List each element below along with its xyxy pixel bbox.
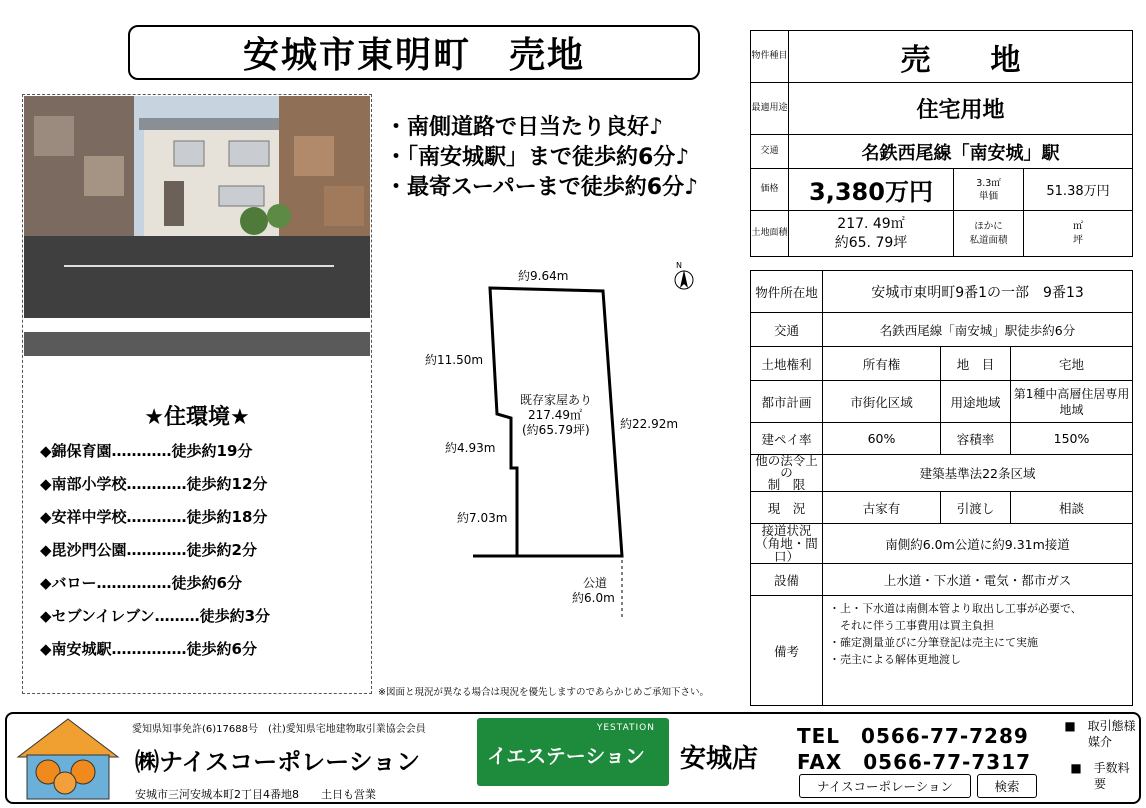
list-item: ◆南安城駅……………徒歩約6分 [40, 640, 257, 658]
site-plan [370, 258, 730, 658]
property-photo [24, 96, 370, 356]
handover-value: 相談 [1011, 492, 1133, 524]
commission: ■ 手数料 要 [1070, 761, 1130, 791]
road-label: 公道 [583, 576, 608, 590]
mascot-logo-icon [13, 717, 123, 801]
dim-top: 約9.64m [518, 269, 569, 283]
summary-private-label: ほかに 私道面積 [954, 211, 1024, 257]
page-title: 安城市東明町 売地 [128, 25, 700, 80]
facility-label: 設備 [751, 564, 823, 596]
details-table [750, 270, 1133, 706]
brand-logo: YESTATION イエステーション [477, 718, 669, 786]
category-label: 地 目 [941, 347, 1011, 381]
far-value: 150% [1011, 423, 1133, 455]
highlights [385, 113, 698, 203]
city-label: 都市計画 [751, 381, 823, 423]
law-value: 建築基準法22条区域 [823, 455, 1133, 492]
dim-left-mid: 約4.93m [445, 441, 496, 455]
road-value: 南側約6.0m公道に約9.31m接道 [823, 524, 1133, 564]
fax-number: FAX 0566-77-7317 [797, 750, 1032, 774]
list-item: ◆安祥中学校…………徒歩約18分 [40, 508, 268, 526]
summary-type-label: 物件種目 [751, 31, 789, 83]
traffic-label: 交通 [751, 313, 823, 347]
highlight-item: ・「南安城駅」まで徒歩約6分♪ [385, 145, 690, 170]
transaction-type: ■ 取引態様 媒介 [1064, 719, 1136, 749]
summary-unit-value: 51.38万円 [1024, 169, 1133, 211]
list-item: ◆南部小学校…………徒歩約12分 [40, 475, 268, 493]
search-button[interactable]: 検索 [977, 774, 1037, 798]
list-item: ◆セブンイレブン………徒歩約3分 [40, 607, 271, 625]
svg-text:N: N [676, 261, 682, 270]
disclaimer-note: ※図面と現況が異なる場合は現況を優先しますのであらかじめご承知下さい。 [378, 687, 709, 698]
road-width: 約6.0m [572, 591, 615, 605]
store-name: 安城店 [680, 744, 759, 774]
plan-inside-1: 既存家屋あり [520, 393, 593, 407]
summary-price-value: 3,380万円 [789, 169, 954, 211]
right-value: 所有権 [823, 347, 941, 381]
right-label: 土地権利 [751, 347, 823, 381]
company-name: ㈱ナイスコーポレーション [135, 748, 421, 776]
north-arrow-icon [675, 261, 693, 289]
road-label: 接道状況 （角地・間口） [751, 524, 823, 564]
summary-traffic-label: 交通 [751, 135, 789, 169]
environment-list [40, 440, 360, 671]
tel-number[interactable]: TEL 0566-77-7289 [797, 724, 1029, 748]
category-value: 宅地 [1011, 347, 1133, 381]
summary-use-label: 最適用途 [751, 83, 789, 135]
summary-use-value: 住宅用地 [789, 83, 1133, 135]
summary-private-unit: ㎡ 坪 [1024, 211, 1133, 257]
company-address: 安城市三河安城本町2丁目4番地8 土日も営業 [135, 788, 376, 801]
highlight-item: ・南側道路で日当たり良好♪ [385, 115, 664, 140]
summary-area-label: 土地面積 [751, 211, 789, 257]
summary-unit-label: 3.3㎡ 単価 [954, 169, 1024, 211]
remarks-value: ・上・下水道は南側本管より取出し工事が必要で、 それに伴う工事費用は買主負担 ・確定測量並びに分筆登記は売主にて実施 ・売主による解体更地渡し [823, 596, 1133, 706]
summary-area-value: 217. 49㎡ 約65. 79坪 [789, 211, 954, 257]
bcr-value: 60% [823, 423, 941, 455]
status-value: 古家有 [823, 492, 941, 524]
bcr-label: 建ペイ率 [751, 423, 823, 455]
traffic-value: 名鉄西尾線「南安城」駅徒歩約6分 [823, 313, 1133, 347]
plan-inside-3: (約65.79坪) [522, 423, 590, 437]
plan-inside-2: 217.49㎡ [528, 408, 582, 422]
search-input[interactable]: ナイスコーポレーション [799, 774, 971, 798]
summary-type-value: 売 地 [789, 31, 1133, 83]
zone-label: 用途地域 [941, 381, 1011, 423]
environment-title: ★住環境★ [144, 405, 250, 430]
facility-value: 上水道・下水道・電気・都市ガス [823, 564, 1133, 596]
footer [5, 712, 1141, 804]
law-label: 他の法令上の 制 限 [751, 455, 823, 492]
location-value: 安城市東明町9番1の一部 9番13 [823, 271, 1133, 313]
list-item: ◆バロー……………徒歩約6分 [40, 574, 242, 592]
highlight-item: ・最寄スーパーまで徒歩約6分♪ [385, 175, 699, 200]
dim-right: 約22.92m [620, 417, 679, 431]
city-value: 市街化区域 [823, 381, 941, 423]
summary-table [750, 30, 1133, 257]
search-box [799, 774, 1039, 798]
far-label: 容積率 [941, 423, 1011, 455]
status-label: 現 況 [751, 492, 823, 524]
summary-price-label: 価格 [751, 169, 789, 211]
zone-value: 第1種中高層住居専用地域 [1011, 381, 1133, 423]
list-item: ◆錦保育園…………徒歩約19分 [40, 442, 253, 460]
summary-traffic-value: 名鉄西尾線「南安城」駅 [789, 135, 1133, 169]
dim-left-lower: 約7.03m [457, 511, 508, 525]
list-item: ◆毘沙門公園…………徒歩約2分 [40, 541, 257, 559]
license-text: 愛知県知事免許(6)17688号 (社)愛知県宅地建物取引業協会会員 [132, 724, 426, 735]
dim-left-upper: 約11.50m [425, 353, 484, 367]
remarks-label: 備考 [751, 596, 823, 706]
location-label: 物件所在地 [751, 271, 823, 313]
handover-label: 引渡し [941, 492, 1011, 524]
